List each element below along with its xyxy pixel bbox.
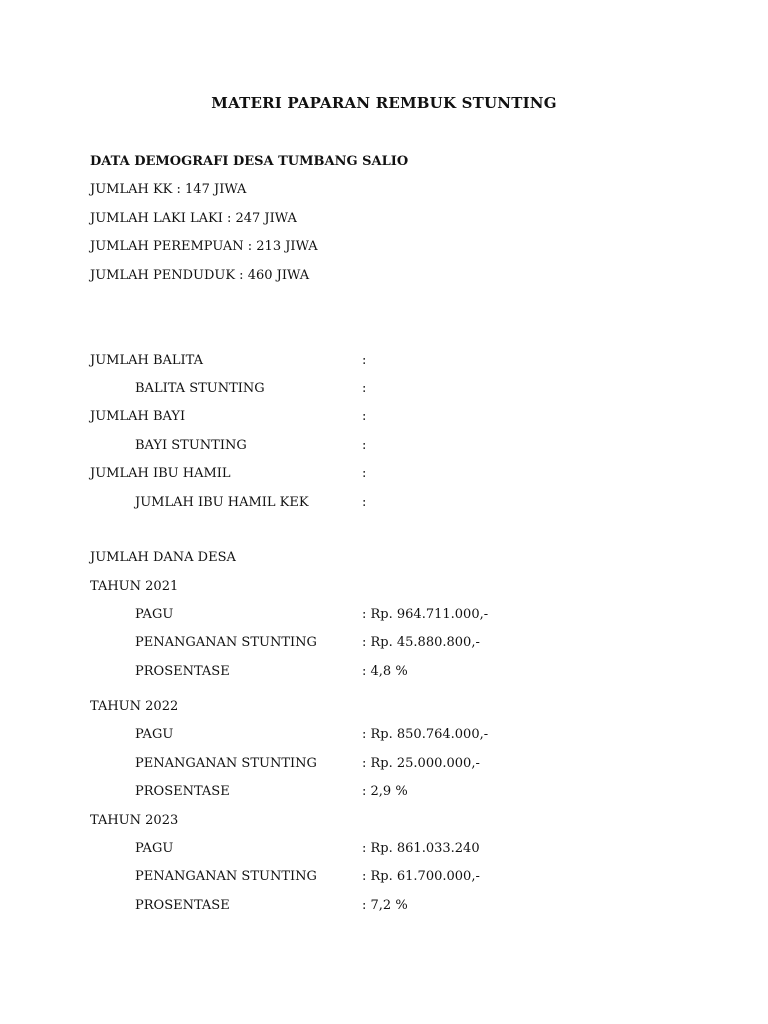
jumlah-ibu-hamil-kek-value: : — [362, 495, 367, 510]
pagu-2022-value: : Rp. 850.764.000,- — [362, 727, 489, 742]
demografi-heading: DATA DEMOGRAFI DESA TUMBANG SALIO — [90, 154, 409, 169]
jumlah-ibu-hamil-kek-label: JUMLAH IBU HAMIL KEK — [135, 495, 309, 510]
jumlah-penduduk: JUMLAH PENDUDUK : 460 JIWA — [90, 268, 310, 283]
tahun-2023: TAHUN 2023 — [90, 813, 179, 828]
stunting-2022-label: PENANGANAN STUNTING — [135, 756, 317, 771]
bayi-stunting-label: BAYI STUNTING — [135, 438, 247, 453]
prosentase-2023-label: PROSENTASE — [135, 898, 230, 913]
jumlah-ibu-hamil-value: : — [362, 466, 367, 481]
prosentase-2022-label: PROSENTASE — [135, 784, 230, 799]
dana-desa-heading: JUMLAH DANA DESA — [90, 550, 236, 565]
pagu-2022-label: PAGU — [135, 727, 174, 742]
pagu-2021-label: PAGU — [135, 607, 174, 622]
jumlah-bayi-value: : — [362, 409, 367, 424]
document-title: MATERI PAPARAN REMBUK STUNTING — [211, 94, 557, 112]
prosentase-2022-value: : 2,9 % — [362, 784, 408, 799]
pagu-2021-value: : Rp. 964.711.000,- — [362, 607, 489, 622]
balita-stunting-value: : — [362, 381, 367, 396]
prosentase-2021-value: : 4,8 % — [362, 664, 408, 679]
stunting-2022-value: : Rp. 25.000.000,- — [362, 756, 480, 771]
pagu-2023-value: : Rp. 861.033.240 — [362, 841, 480, 856]
jumlah-kk: JUMLAH KK : 147 JIWA — [90, 182, 247, 197]
prosentase-2023-value: : 7,2 % — [362, 898, 408, 913]
bayi-stunting-value: : — [362, 438, 367, 453]
jumlah-laki-laki: JUMLAH LAKI LAKI : 247 JIWA — [90, 211, 297, 226]
pagu-2023-label: PAGU — [135, 841, 174, 856]
prosentase-2021-label: PROSENTASE — [135, 664, 230, 679]
jumlah-bayi-label: JUMLAH BAYI — [90, 409, 186, 424]
stunting-2021-label: PENANGANAN STUNTING — [135, 635, 317, 650]
tahun-2022: TAHUN 2022 — [90, 699, 179, 714]
jumlah-balita-value: : — [362, 353, 367, 368]
tahun-2021: TAHUN 2021 — [90, 579, 179, 594]
jumlah-ibu-hamil-label: JUMLAH IBU HAMIL — [90, 466, 231, 481]
stunting-2023-label: PENANGANAN STUNTING — [135, 869, 317, 884]
jumlah-balita-label: JUMLAH BALITA — [90, 353, 204, 368]
stunting-2021-value: : Rp. 45.880.800,- — [362, 635, 480, 650]
balita-stunting-label: BALITA STUNTING — [135, 381, 265, 396]
stunting-2023-value: : Rp. 61.700.000,- — [362, 869, 480, 884]
jumlah-perempuan: JUMLAH PEREMPUAN : 213 JIWA — [90, 239, 318, 254]
